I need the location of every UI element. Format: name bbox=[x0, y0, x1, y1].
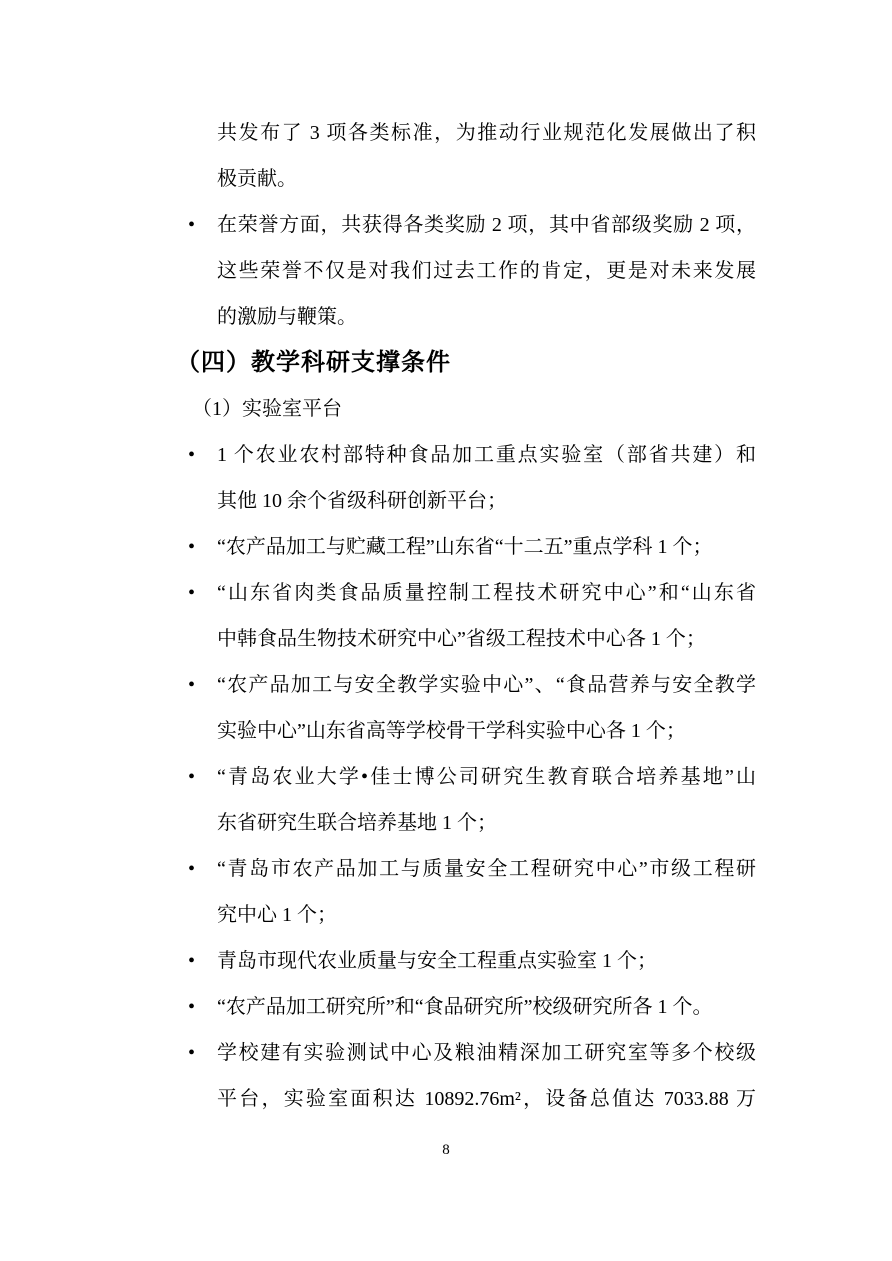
text-line bbox=[0, 110, 892, 156]
bullet-icon: • bbox=[188, 444, 196, 466]
bullet-item bbox=[0, 754, 892, 800]
section-heading bbox=[0, 340, 892, 386]
line-text: 共发布了 3 项各类标准，为推动行业规范化发展做出了积 bbox=[217, 122, 756, 144]
bullet-item bbox=[0, 570, 892, 616]
bullet-item bbox=[0, 1030, 892, 1076]
bullet-icon: • bbox=[188, 674, 196, 696]
text-line bbox=[0, 616, 892, 662]
text-line bbox=[0, 294, 892, 340]
text-line bbox=[0, 478, 892, 524]
text-line bbox=[0, 156, 892, 202]
bullet-icon: • bbox=[188, 582, 196, 604]
line-text: 中韩食品生物技术研究中心”省级工程技术中心各 1 个； bbox=[217, 628, 706, 650]
line-text: 这些荣誉不仅是对我们过去工作的肯定，更是对未来发展 bbox=[217, 260, 756, 282]
bullet-item bbox=[0, 432, 892, 478]
text-line bbox=[0, 1076, 892, 1122]
line-text: 实验中心”山东省高等学校骨干学科实验中心各 1 个； bbox=[217, 720, 686, 742]
bullet-icon: • bbox=[188, 996, 196, 1018]
bullet-icon: • bbox=[188, 536, 196, 558]
line-text: “农产品加工与贮藏工程”山东省“十二五”重点学科 1 个； bbox=[217, 536, 713, 558]
bullet-icon: • bbox=[188, 766, 196, 788]
text-line bbox=[0, 800, 892, 846]
bullet-item bbox=[0, 202, 892, 248]
bullet-item bbox=[0, 846, 892, 892]
line-text: 1 个农业农村部特种食品加工重点实验室（部省共建）和 bbox=[217, 444, 756, 466]
bullet-item bbox=[0, 984, 892, 1030]
sub-heading bbox=[0, 386, 892, 432]
line-text: 极贡献。 bbox=[217, 168, 297, 190]
bullet-icon: • bbox=[188, 950, 196, 972]
line-text: “青岛市农产品加工与质量安全工程研究中心”市级工程研 bbox=[217, 858, 756, 880]
line-text: 平台，实验室面积达 10892.76m²，设备总值达 7033.88 万 bbox=[217, 1088, 756, 1110]
bullet-item bbox=[0, 938, 892, 984]
bullet-item bbox=[0, 524, 892, 570]
line-text: 其他 10 余个省级科研创新平台； bbox=[217, 490, 507, 512]
line-text: 青岛市现代农业质量与安全工程重点实验室 1 个； bbox=[217, 950, 657, 972]
page-number: 8 bbox=[442, 1142, 450, 1158]
text-line bbox=[0, 892, 892, 938]
line-text: “农产品加工与安全教学实验中心”、“食品营养与安全教学 bbox=[217, 674, 756, 696]
line-text: “青岛农业大学•佳士博公司研究生教育联合培养基地”山 bbox=[217, 766, 756, 788]
bullet-item bbox=[0, 662, 892, 708]
bullet-icon: • bbox=[188, 1042, 196, 1064]
text-line bbox=[0, 248, 892, 294]
line-text: 在荣誉方面，共获得各类奖励 2 项，其中省部级奖励 2 项， bbox=[217, 214, 756, 236]
line-text: 东省研究生联合培养基地 1 个； bbox=[217, 812, 497, 834]
heading-text: （四）教学科研支撑条件 bbox=[176, 350, 451, 376]
line-text: 的激励与鞭策。 bbox=[217, 306, 357, 328]
line-text: 学校建有实验测试中心及粮油精深加工研究室等多个校级 bbox=[217, 1042, 756, 1064]
bullet-icon: • bbox=[188, 858, 196, 880]
line-text: “山东省肉类食品质量控制工程技术研究中心”和“山东省 bbox=[217, 582, 756, 604]
bullet-icon: • bbox=[188, 214, 196, 236]
sub-heading-text: （1）实验室平台 bbox=[192, 398, 342, 420]
line-text: “农产品加工研究所”和“食品研究所”校级研究所各 1 个。 bbox=[217, 996, 713, 1018]
text-line bbox=[0, 708, 892, 754]
document-body bbox=[0, 110, 892, 1122]
line-text: 究中心 1 个； bbox=[217, 904, 337, 926]
